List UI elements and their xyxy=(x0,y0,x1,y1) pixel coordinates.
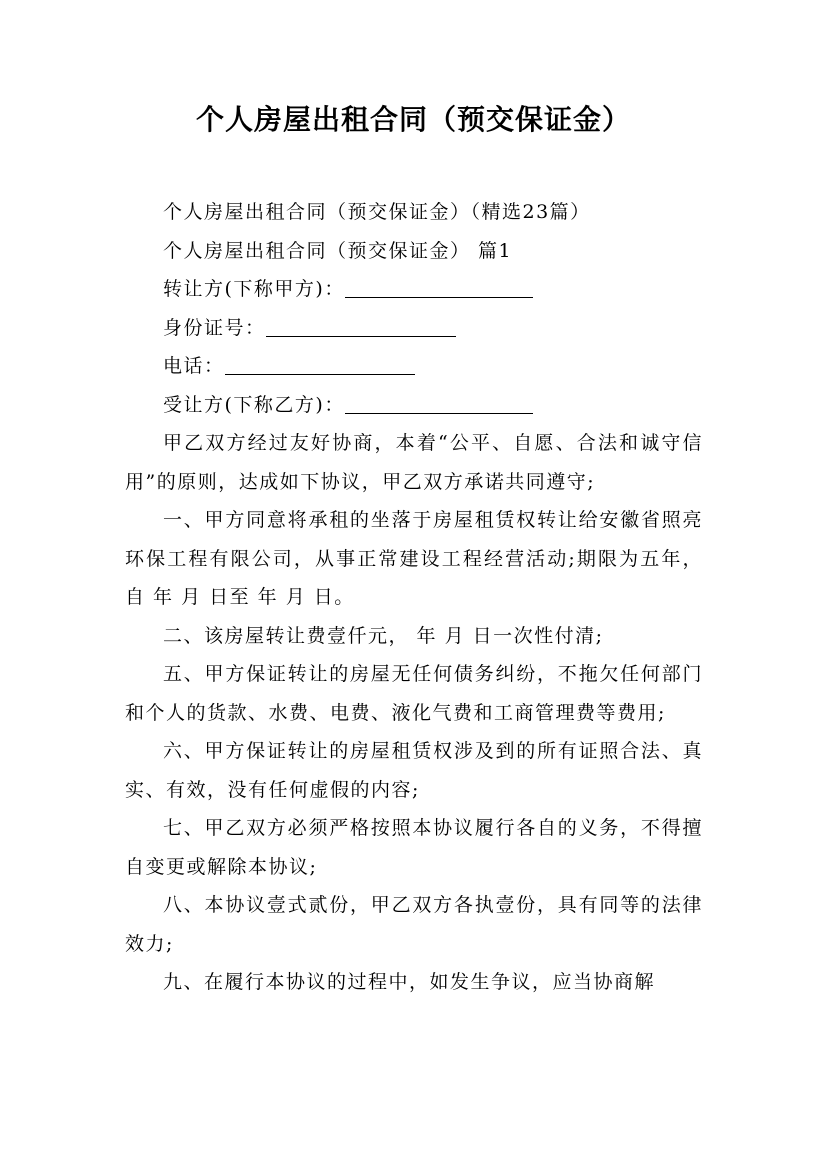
paragraph-section-heading: 个人房屋出租合同（预交保证金） 篇1 xyxy=(163,239,513,262)
paragraph-collection-heading: 个人房屋出租合同（预交保证金）（精选23篇） xyxy=(163,201,591,223)
paragraph-clause-8: 八、本协议壹式贰份，甲乙双方各执壹份，具有同等的法律效力; xyxy=(125,894,703,955)
paragraph-clause-7: 七、甲乙双方必须严格按照本协议履行各自的义务，不得擅自变更或解除本协议; xyxy=(125,817,703,878)
party-a-blank-line xyxy=(345,277,533,298)
party-b-blank-line xyxy=(345,393,533,414)
paragraph-clause-6: 六、甲方保证转让的房屋租赁权涉及到的所有证照合法、真实、有效，没有任何虚假的内容; xyxy=(125,740,703,801)
paragraph-clause-5: 五、甲方保证转让的房屋无任何债务纠纷，不拖欠任何部门和个人的货款、水费、电费、液化气费和工商管理费等费用; xyxy=(125,663,703,724)
paragraph-clause-1: 一、甲方同意将承租的坐落于房屋租赁权转让给安徽省照亮环保工程有限公司，从事正常建设工程经营活动;期限为五年，自 年 月 日至 年 月 日。 xyxy=(125,509,703,608)
paragraph-id-number xyxy=(125,309,703,348)
party-a-label: 转让方(下称甲方)： xyxy=(163,278,345,300)
paragraph-clause-9: 九、在履行本协议的过程中，如发生争议，应当协商解 xyxy=(163,971,656,993)
paragraph-party-b xyxy=(125,386,703,425)
paragraph-clause-2: 二、该房屋转让费壹仟元， 年 月 日一次性付清; xyxy=(163,624,604,647)
paragraph-phone xyxy=(125,347,703,386)
document-title: 个人房屋出租合同（预交保证金） xyxy=(195,103,631,136)
paragraph-party-a xyxy=(125,270,703,309)
id-number-label: 身份证号： xyxy=(163,316,266,339)
phone-blank-line xyxy=(225,354,415,375)
id-number-blank-line xyxy=(266,316,456,337)
document-body xyxy=(125,193,703,1002)
paragraph-agreement-intro: 甲乙双方经过友好协商，本着“公平、自愿、合法和诚守信用”的原则，达成如下协议，甲乙双方承诺共同遵守; xyxy=(125,432,703,493)
phone-label: 电话： xyxy=(163,355,225,377)
party-b-label: 受让方(下称乙方)： xyxy=(163,393,345,416)
